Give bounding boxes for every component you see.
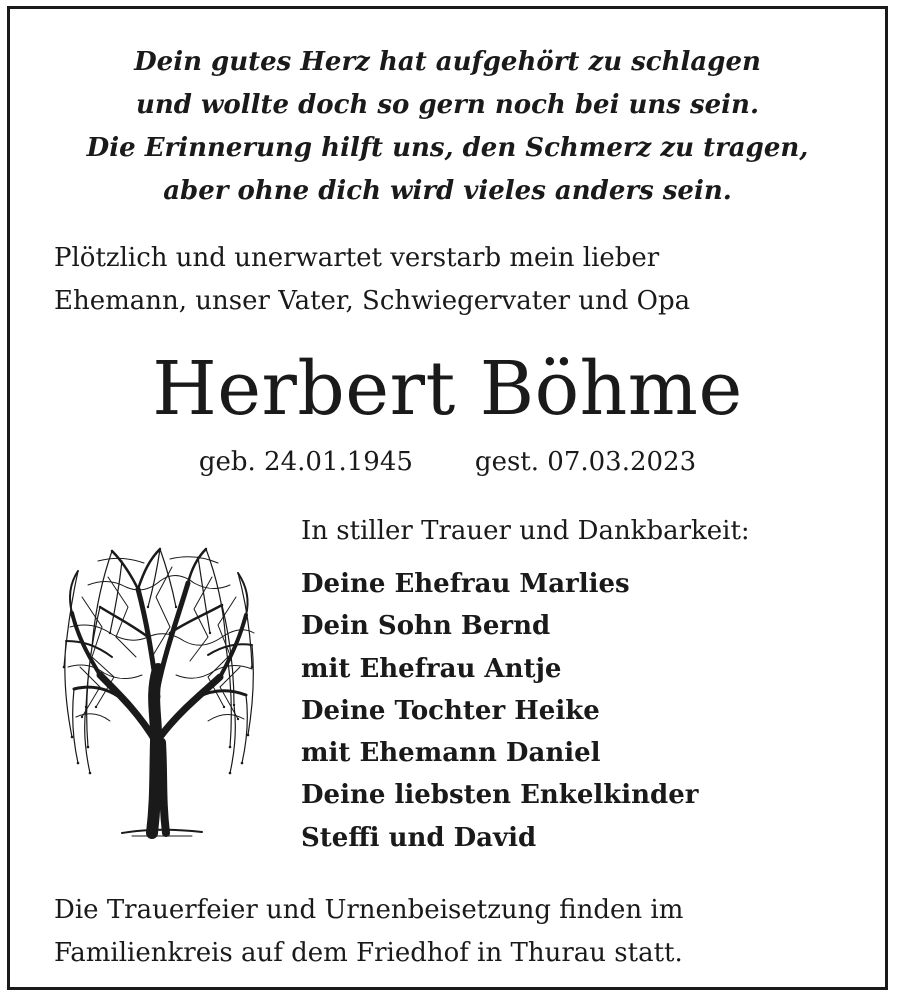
poem-line: aber ohne dich wird vieles anders sein. [163, 176, 732, 206]
life-dates [10, 440, 885, 484]
poem-line: und wollte doch so gern noch bei uns sein. [135, 90, 760, 120]
announcement-text [54, 237, 690, 323]
poem-line: Die Erinnerung hilft uns, den Schmerz zu tragen, [86, 133, 809, 163]
deceased-name: Herbert Böhme [152, 346, 743, 432]
announcement-line: Plötzlich und unerwartet verstarb mein lieber [54, 243, 660, 273]
obituary-frame [7, 6, 888, 990]
poem-line: Dein gutes Herz hat aufgehört zu schlagen [134, 47, 761, 77]
family-member: Steffi und David [301, 822, 537, 853]
memorial-poem [10, 41, 885, 213]
funeral-notice-line: Familienkreis auf dem Friedhof in Thurau statt. [54, 938, 683, 968]
family-member: Deine Tochter Heike [301, 695, 600, 726]
family-member: Deine liebsten Enkelkinder [301, 780, 699, 811]
family-member: mit Ehemann Daniel [301, 738, 601, 769]
family-member: mit Ehefrau Antje [301, 653, 562, 684]
announcement-line: Ehemann, unser Vater, Schwiegervater und Opa [54, 286, 691, 316]
funeral-notice-line: Die Trauerfeier und Urnenbeisetzung finden im [54, 895, 684, 925]
funeral-notice [54, 889, 683, 975]
birth-date: geb. 24.01.1945 [198, 447, 413, 477]
family-list [301, 563, 698, 859]
death-date: gest. 07.03.2023 [474, 447, 697, 477]
mourning-line: In stiller Trauer und Dankbarkeit: [301, 516, 750, 546]
family-member: Dein Sohn Bernd [301, 611, 551, 642]
family-member: Deine Ehefrau Marlies [301, 569, 630, 599]
tree-icon [52, 537, 264, 849]
